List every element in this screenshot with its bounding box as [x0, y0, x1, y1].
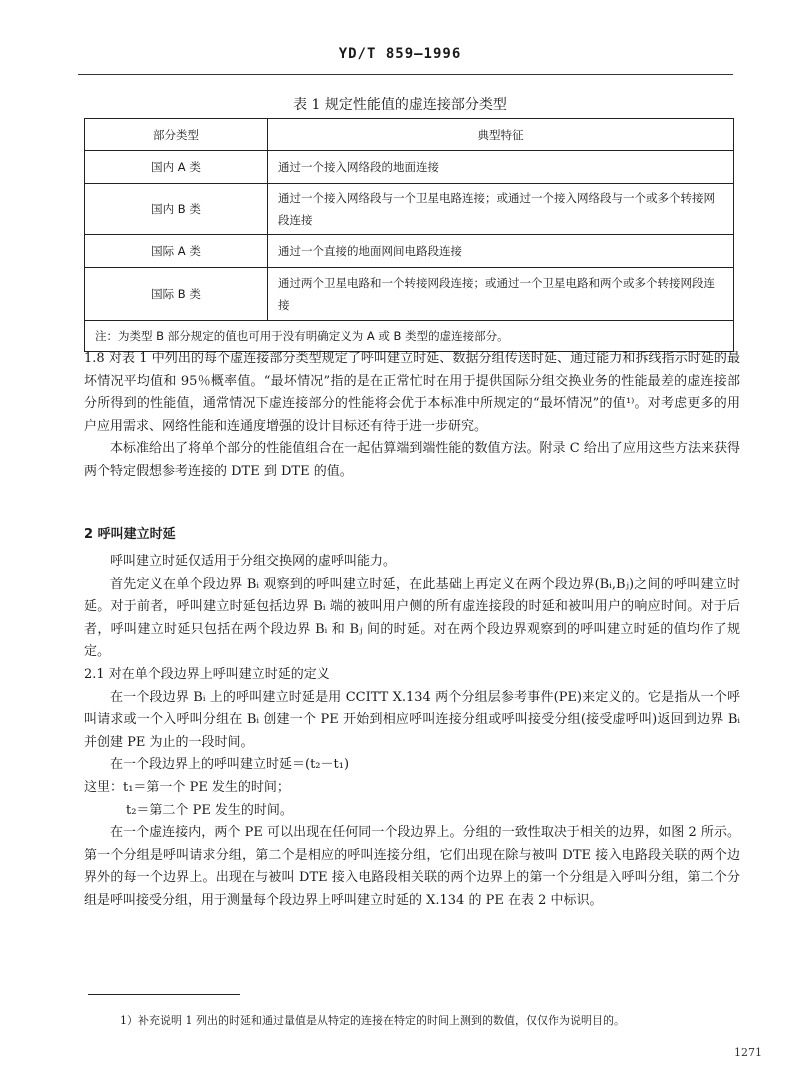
- paragraph-2-1-b: 在一个虚连接内，两个 PE 可以出现在任何同一个段边界上。分组的一致性取决于相关的边界，如图 2 所示。第一个分组是呼叫请求分组，第二个是相应的呼叫连接分组，它们出现在除与被叫 DTE 接入电路段关联的两个边界外的每一个边界上。出现在与被叫 DTE 接入电路段相关联的两个边界上的第一个分组是入呼叫分组，第二个分组是呼叫接受分组，用于测量每个段边界上呼叫建立时延的 X.134 的 PE 在表 2 中标识。: [84, 825, 740, 908]
- body-text: [84, 348, 740, 484]
- paragraph-method: 本标准给出了将单个部分的性能值组合在一起估算端到端性能的数值方法。附录 C 给出了应用这些方法来获得两个特定假想参考连接的 DTE 到 DTE 的值。: [84, 441, 740, 479]
- section-2-heading: 2 呼叫建立时延: [84, 527, 176, 542]
- row-feature: 通过两个卫星电路和一个转接网段连接；或通过一个卫星电路和两个或多个转接网段连接: [268, 268, 734, 321]
- section-2-1-heading: 2.1 对在单个段边界上呼叫建立时延的定义: [84, 666, 330, 682]
- where-line-1: 这里：t₁＝第一个 PE 发生的时间；: [84, 779, 290, 795]
- where-line-2: t₂＝第二个 PE 发生的时间。: [126, 802, 293, 818]
- footnote: 1）补充说明 1 列出的时延和通过量值是从特定的连接在特定的时间上测到的数值，仅仅作为说明目的。: [120, 1014, 625, 1027]
- table-row: [85, 151, 734, 184]
- row-feature: 通过一个接入网络段的地面连接: [268, 151, 734, 184]
- table-note-row: [85, 321, 734, 352]
- standard-code-header: YD/T 859—1996: [338, 46, 462, 62]
- row-category: 国内 A 类: [85, 151, 268, 184]
- paragraph-1-8: 1.8 对表 1 中列出的每个虚连接部分类型规定了呼叫建立时延、数据分组传送时延、通过能力和拆线指示时延的最坏情况平均值和 95％概率值。“最坏情况”指的是在正常忙时在用于提供国际分组交换业务的性能最差的虚连接部分所得到的性能值，通常情况下虚连接部分的性能将会优于本标准中所规定的“最坏情况”的值¹⁾。对考虑更多的用户应用需求、网络性能和连通度增强的设计目标还有待于进一步研究。: [84, 351, 740, 434]
- row-category: 国内 B 类: [85, 184, 268, 235]
- paragraph-sec2-b: 首先定义在单个段边界 Bᵢ 观察到的呼叫建立时延，在此基础上再定义在两个段边界(Bᵢ,Bⱼ)之间的呼叫建立时延。对于前者，呼叫建立时延包括边界 Bᵢ 端的被叫用户侧的所有虚连接段的时延和被叫用户的响应时间。对于后者，呼叫建立时延只包括在两个段边界 Bᵢ 和 Bⱼ 间的时延。对在两个段边界观察到的呼叫建立时延的值均作了规定。: [84, 576, 740, 660]
- table-title: 表 1 规定性能值的虚连接部分类型: [293, 97, 507, 113]
- row-category: 国际 B 类: [85, 268, 268, 321]
- paragraph-2-1-a: 在一个段边界 Bᵢ 上的呼叫建立时延是用 CCITT X.134 两个分组层参考事件(PE)来定义的。它是指从一个呼叫请求或一个入呼叫分组在 Bᵢ 创建一个 PE 开始到相应呼叫连接分组或呼叫接受分组(接受虚呼叫)返回到边界 Bᵢ 并创建 PE 为止的一段时间。: [84, 689, 740, 750]
- footnote-rule: [88, 994, 240, 995]
- table-row: [85, 235, 734, 268]
- row-feature: 通过一个直接的地面网间电路段连接: [268, 235, 734, 268]
- row-feature: 通过一个接入网络段与一个卫星电路连接；或通过一个接入网络段与一个或多个转接网段连接: [268, 184, 734, 235]
- section-2-body: [84, 551, 740, 913]
- row-category: 国际 A 类: [85, 235, 268, 268]
- segment-type-table: [84, 118, 734, 352]
- table-header-row: [85, 119, 734, 151]
- table-note: 注：为类型 B 部分规定的值也可用于没有明确定义为 A 或 B 类型的虚连接部分。: [85, 321, 734, 352]
- table-row: [85, 184, 734, 235]
- paragraph-sec2-a: 呼叫建立时延仅适用于分组交换网的虚呼叫能力。: [110, 554, 397, 569]
- page-number: 1271: [734, 1046, 762, 1059]
- col-header-category: 部分类型: [85, 119, 268, 151]
- table-row: [85, 268, 734, 321]
- col-header-feature: 典型特征: [268, 119, 734, 151]
- formula-line: 在一个段边界上的呼叫建立时延＝(t₂－t₁): [110, 757, 350, 773]
- header-rule: [78, 74, 733, 75]
